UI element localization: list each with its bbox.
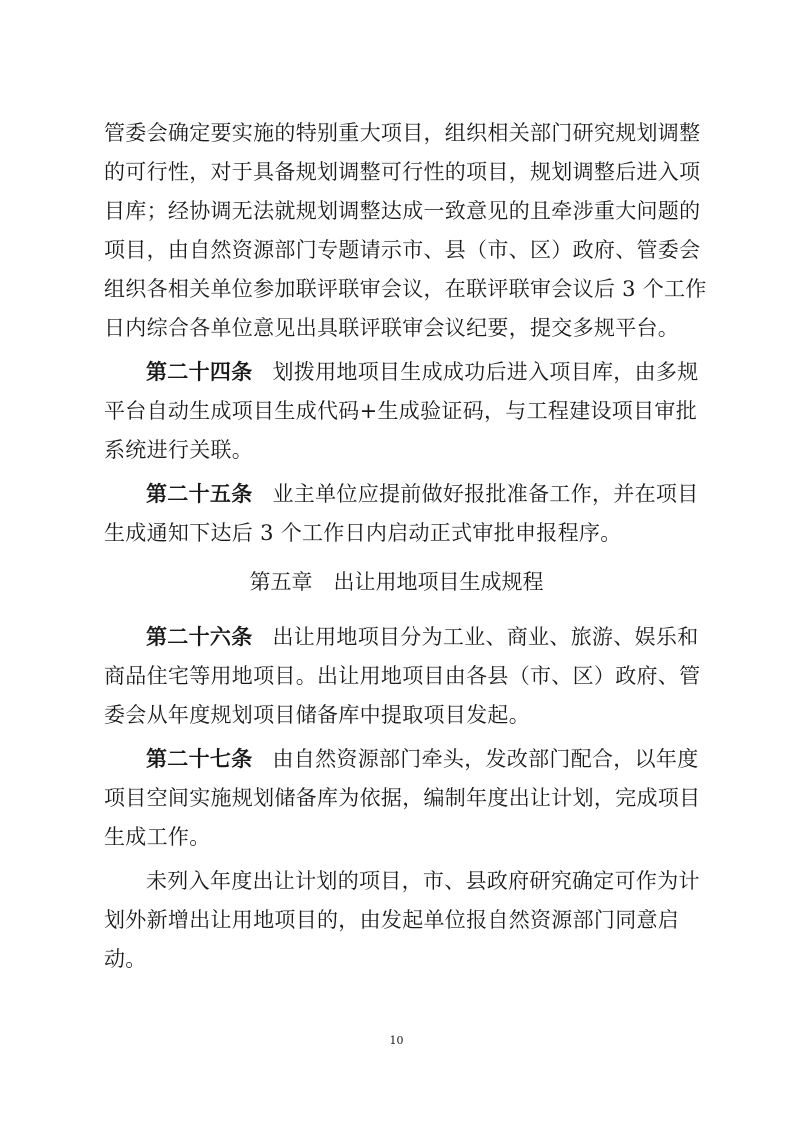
article-25-line-2: 生成通知下达后 3 个工作日内启动正式审批申报程序。 [104,521,622,545]
article-27-text-1: 由自然资源部门牵头，发改部门配合，以年度 [272,747,699,771]
article-26-line-2: 商品住宅等用地项目。出让用地项目由各县（市、区）政府、管 [104,664,701,688]
article-24-text-1: 划拨用地项目生成成功后进入项目库，由多规 [272,360,699,384]
body-line-3: 目库；经协调无法就规划调整达成一致意见的且牵涉重大问题的 [104,199,701,223]
article-26-title: 第二十六条 [146,625,253,649]
body-line-5: 组织各相关单位参加联评联审会议，在联评联审会议后 3 个工作 [104,277,707,301]
body-line-1: 管委会确定要实施的特别重大项目，组织相关部门研究规划调整 [104,121,701,145]
paragraph-unlisted-line-1: 未列入年度出让计划的项目，市、县政府研究确定可作为计 [146,869,700,893]
chapter-heading: 第五章 出让用地项目生成规程 [249,570,544,594]
article-27-title: 第二十七条 [146,747,253,771]
article-25-first-line [146,479,706,509]
article-27-line-3: 生成工作。 [104,825,211,849]
paragraph-unlisted-line-2: 划外新增出让用地项目的，由发起单位报自然资源部门同意启 [104,908,680,932]
article-26-text-1: 出让用地项目分为工业、商业、旅游、娱乐和 [272,625,699,649]
paragraph-unlisted-line-3: 动。 [104,947,147,971]
article-27-line-2: 项目空间实施规划储备库为依据，编制年度出让计划，完成项目 [104,786,701,810]
article-24-line-3: 系统进行关联。 [104,438,254,462]
article-25-title: 第二十五条 [146,482,253,506]
article-26-line-3: 委会从年度规划项目储备库中提取项目发起。 [104,703,530,727]
body-line-2: 的可行性，对于具备规划调整可行性的项目，规划调整后进入项 [104,160,701,184]
body-line-4: 项目，由自然资源部门专题请示市、县（市、区）政府、管委会 [104,238,701,262]
page-number: 10 [389,1034,404,1047]
article-24-first-line [146,357,706,387]
article-24-title: 第二十四条 [146,360,253,384]
article-26-first-line [146,622,706,652]
body-line-6: 日内综合各单位意见出具联评联审会议纪要，提交多规平台。 [104,316,680,340]
article-24-line-2: 平台自动生成项目生成代码+生成验证码，与工程建设项目审批 [104,399,697,423]
article-25-text-1: 业主单位应提前做好报批准备工作，并在项目 [272,482,699,506]
article-27-first-line [146,744,706,774]
